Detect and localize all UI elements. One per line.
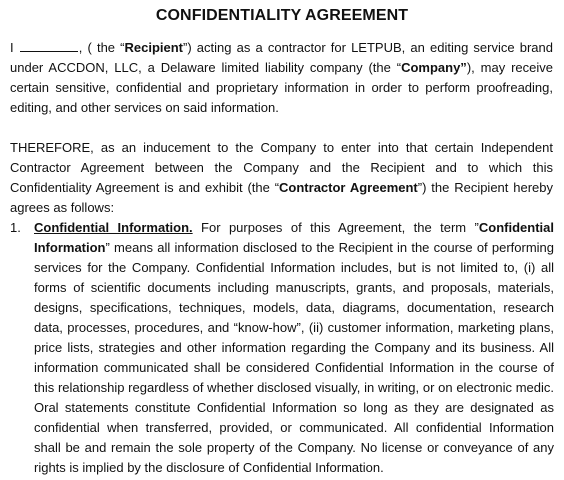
document-title: CONFIDENTIALITY AGREEMENT <box>155 7 409 24</box>
clause-intro: For purposes of this Agreement, the term ” <box>192 220 479 235</box>
clause-body <box>34 218 554 478</box>
therefore-paragraph <box>10 138 553 218</box>
therefore-start: THEREFORE, as an inducement to the Company to enter into that certain Independent Contractor Agreement between the Company and the Recipient and to which this Confidentiality Agreement is and exhibit (the “ <box>10 140 553 195</box>
intro-rest: ), may receive certain sensitive, confidential and proprietary information in order to perform proofreading, editing, and other services on said information. <box>10 60 553 115</box>
intro-prefix: I <box>10 40 14 55</box>
recipient-name-blank <box>20 39 78 52</box>
intro-after-blank: , ( the “ <box>78 40 125 55</box>
contractor-agreement-term: Contractor Agreement <box>279 180 418 195</box>
intro-paragraph <box>10 38 553 118</box>
intro-mid: ”) acting as a contractor for LETPUB, an editing service brand under ACCDON, LLC, a Delaware limited liability company (the “ <box>10 40 553 75</box>
recipient-term: Recipient <box>124 40 184 55</box>
clause-heading: Confidential Information. <box>34 220 193 235</box>
clause-number: 1. <box>10 220 21 235</box>
confidential-information-term: Confidential Information <box>34 220 554 255</box>
company-term: Company” <box>401 60 467 75</box>
clause-text: ” means all information disclosed to the Recipient in the course of performing services for the Company. Confidential Information includes, but is not limited to, (i) all forms of scientific documents including manuscripts, grants, and proposals, materials, designs, specifications, techniques, models, data, diagrams, documentation, research data, processes, procedures, and “know-how”, (ii) customer information, marketing plans, price lists, strategies and other information regarding the Company and its business. All information communicated shall be considered Confidential Information in the course of this relationship regardless of whether disclosed visually, in writing, or on electronic medic. Oral statements constitute Confidential Information so long as they are designated as confidential when transferred, provided, or communicated. All confidential Information shall be and remain the sole property of the Company. No license or conveyance of any rights is implied by the disclosure of Confidential Information. <box>34 240 554 475</box>
therefore-end: ”) the Recipient hereby agrees as follows: <box>10 180 553 215</box>
